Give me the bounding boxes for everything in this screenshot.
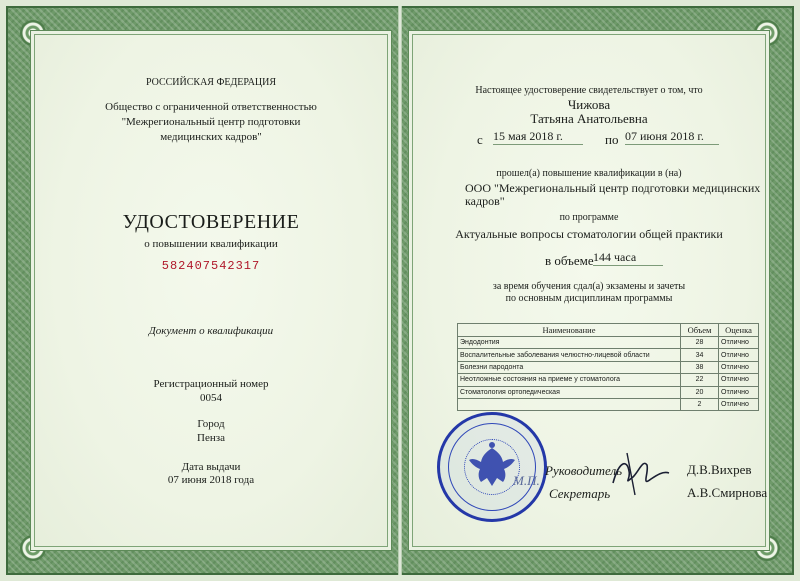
discipline-grade: Отлично (719, 349, 759, 361)
col-header-volume: Объем (681, 324, 719, 337)
volume-value: 144 часа (593, 250, 663, 266)
intro-text: Настоящее удостоверение свидетельствует о том, что (475, 85, 703, 96)
official-stamp (437, 412, 547, 522)
discipline-hours: 38 (681, 361, 719, 373)
city-value: Пенза (197, 432, 225, 444)
holder-surname: Чижова (567, 97, 611, 112)
secretary-name: А.В.Смирнова (687, 485, 768, 500)
table-row (458, 374, 759, 386)
discipline-grade: Отлично (719, 398, 759, 410)
head-role: Руководитель (545, 463, 623, 478)
signature-image (605, 449, 675, 499)
discipline-name (458, 398, 681, 410)
discipline-name: Стоматология ортопедическая (458, 386, 681, 398)
left-page (30, 30, 392, 551)
program-title: Актуальные вопросы стоматологии общей практики (455, 227, 723, 241)
period-from-date: 15 мая 2018 г. (493, 129, 583, 145)
table-row (458, 386, 759, 398)
org-name-line-1: Общество с ограниченной ответственностью (105, 101, 317, 113)
exams-text-1: за время обучения сдал(а) экзамены и зачеты (492, 281, 686, 292)
certificate-title: УДОСТОВЕРЕНИЕ (122, 211, 300, 233)
discipline-hours: 22 (681, 374, 719, 386)
issue-date-value: 07 июня 2018 года (167, 474, 255, 486)
provider-line-2: кадров" (465, 194, 505, 208)
org-name-line-2: "Межрегиональный центр подготовки (121, 116, 301, 128)
discipline-hours: 2 (681, 398, 719, 410)
seal-mark: М.П. (513, 473, 540, 488)
discipline-hours: 34 (681, 349, 719, 361)
discipline-grade: Отлично (719, 374, 759, 386)
discipline-grade: Отлично (719, 386, 759, 398)
grades-header-row (458, 324, 759, 337)
table-row (458, 361, 759, 373)
registration-label: Регистрационный номер (153, 378, 269, 390)
grades-table (457, 323, 759, 411)
serial-number: 582407542317 (161, 259, 261, 273)
certificate-subtitle: о повышении квалификации (144, 238, 278, 250)
period-to-date: 07 июня 2018 г. (625, 129, 719, 145)
eagle-emblem-icon (437, 412, 547, 522)
table-row (458, 349, 759, 361)
provider-line-1: ООО "Межрегиональный центр подготовки медицинских (465, 181, 761, 195)
discipline-name: Эндодонтия (458, 337, 681, 349)
passed-text: прошел(а) повышение квалификации в (на) (496, 168, 682, 179)
program-label: по программе (559, 212, 619, 223)
discipline-name: Воспалительные заболевания челюстно-лицевой области (458, 349, 681, 361)
table-row (458, 337, 759, 349)
registration-number: 0054 (200, 392, 222, 404)
issue-date-label: Дата выдачи (181, 461, 241, 473)
center-fold (398, 6, 402, 575)
head-name: Д.В.Вихрев (687, 462, 752, 477)
city-label: Город (197, 418, 225, 430)
period-from-label: с (477, 132, 483, 147)
table-row (458, 398, 759, 410)
org-name-line-3: медицинских кадров" (160, 131, 262, 143)
col-header-name: Наименование (458, 324, 681, 337)
col-header-grade: Оценка (719, 324, 759, 337)
discipline-hours: 20 (681, 386, 719, 398)
discipline-hours: 28 (681, 337, 719, 349)
discipline-name: Болезни пародонта (458, 361, 681, 373)
holder-given-names: Татьяна Анатольевна (530, 111, 648, 126)
period-to-label: по (605, 132, 619, 147)
exams-text-2: по основным дисциплинам программы (505, 293, 673, 304)
volume-label: в объеме (545, 253, 594, 268)
document-note: Документ о квалификации (148, 325, 274, 337)
right-page (408, 30, 770, 551)
country-label: РОССИЙСКАЯ ФЕДЕРАЦИЯ (145, 77, 277, 88)
discipline-grade: Отлично (719, 361, 759, 373)
discipline-name: Неотложные состояния на приеме у стоматолога (458, 374, 681, 386)
discipline-grade: Отлично (719, 337, 759, 349)
secretary-role: Секретарь (549, 486, 611, 501)
